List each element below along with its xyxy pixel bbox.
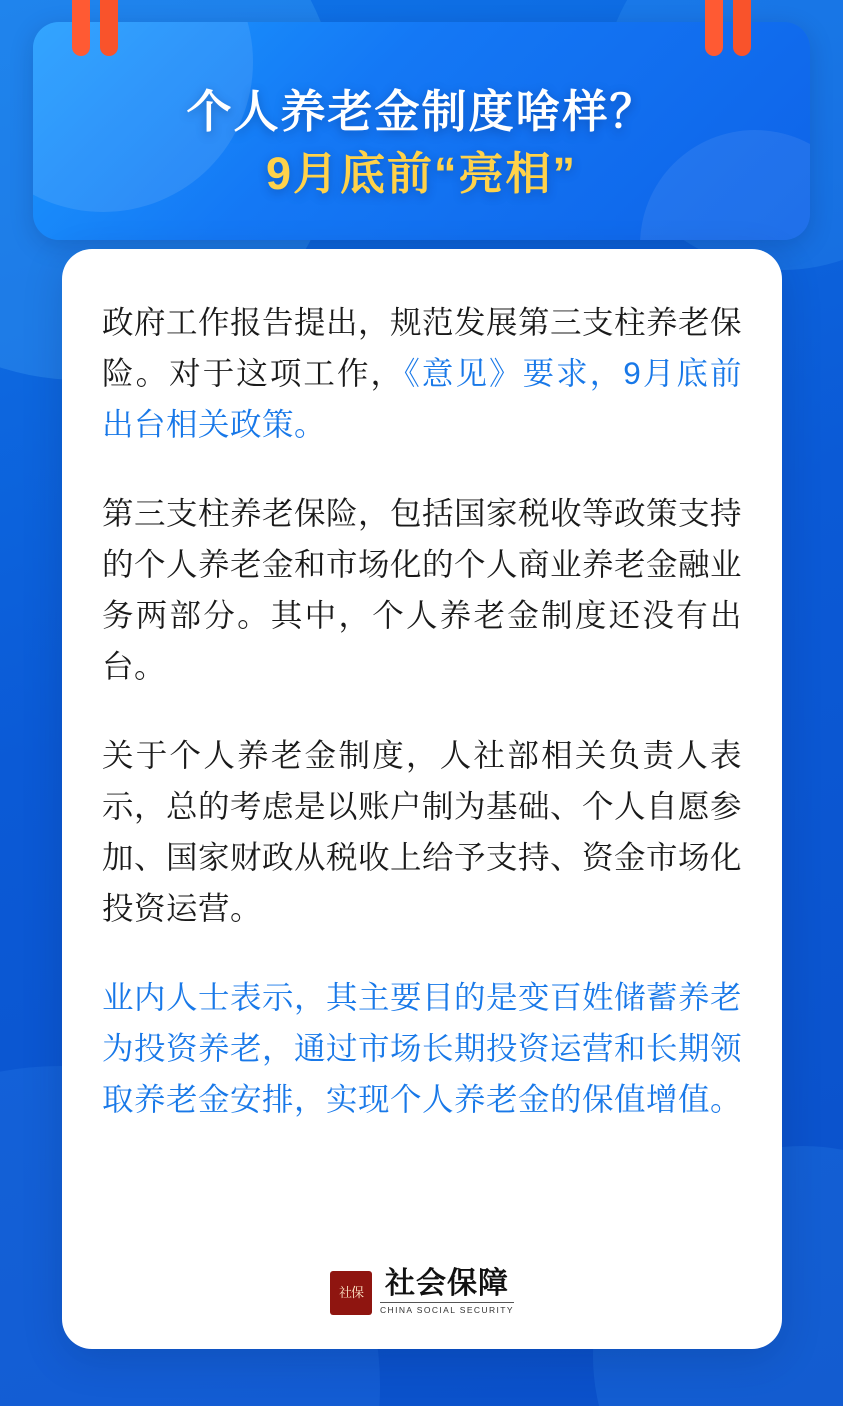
paper-clip-icon	[72, 0, 118, 56]
paragraph	[102, 972, 742, 1125]
paragraph	[102, 730, 742, 934]
poster-title	[33, 84, 810, 203]
paragraph-run: 关于个人养老金制度，人社部相关负责人表示，总的考虑是以账户制为基础、个人自愿参加、国家财政从税收上给予支持、资金市场化投资运营。	[102, 737, 743, 927]
page-title: 个人养老金制度啥样？	[186, 86, 657, 137]
article-card	[62, 249, 782, 1349]
paragraph-run: 第三支柱养老保险，包括国家税收等政策支持的个人养老金和市场化的个人商业养老金融业务两部分。其中，个人养老金制度还没有出台。	[102, 495, 743, 685]
paragraph-run-highlight: 业内人士表示，其主要目的是变百姓储蓄养老为投资养老，通过市场长期投资运营和长期领取养老金安排，实现个人养老金的保值增值。	[102, 979, 743, 1118]
publisher-logo	[62, 1268, 782, 1316]
paragraph	[102, 297, 742, 450]
logo-text	[380, 1268, 514, 1316]
page-subtitle: 9月底前“亮相”	[265, 148, 578, 200]
header-card	[33, 22, 810, 240]
logo-name-cn: 社会保障	[384, 1266, 509, 1300]
paragraph-run-highlight: 《意见》要求，9月底前出台相关政策。	[102, 355, 742, 443]
paper-clip-icon	[705, 0, 751, 56]
paragraph	[102, 488, 742, 692]
logo-name-en: CHINA SOCIAL SECURITY	[380, 1302, 514, 1315]
seal-icon: 社保	[330, 1271, 372, 1315]
paragraph-run: 政府工作报告提出，规范发展第三支柱养老保险。对于这项工作，	[102, 304, 743, 392]
